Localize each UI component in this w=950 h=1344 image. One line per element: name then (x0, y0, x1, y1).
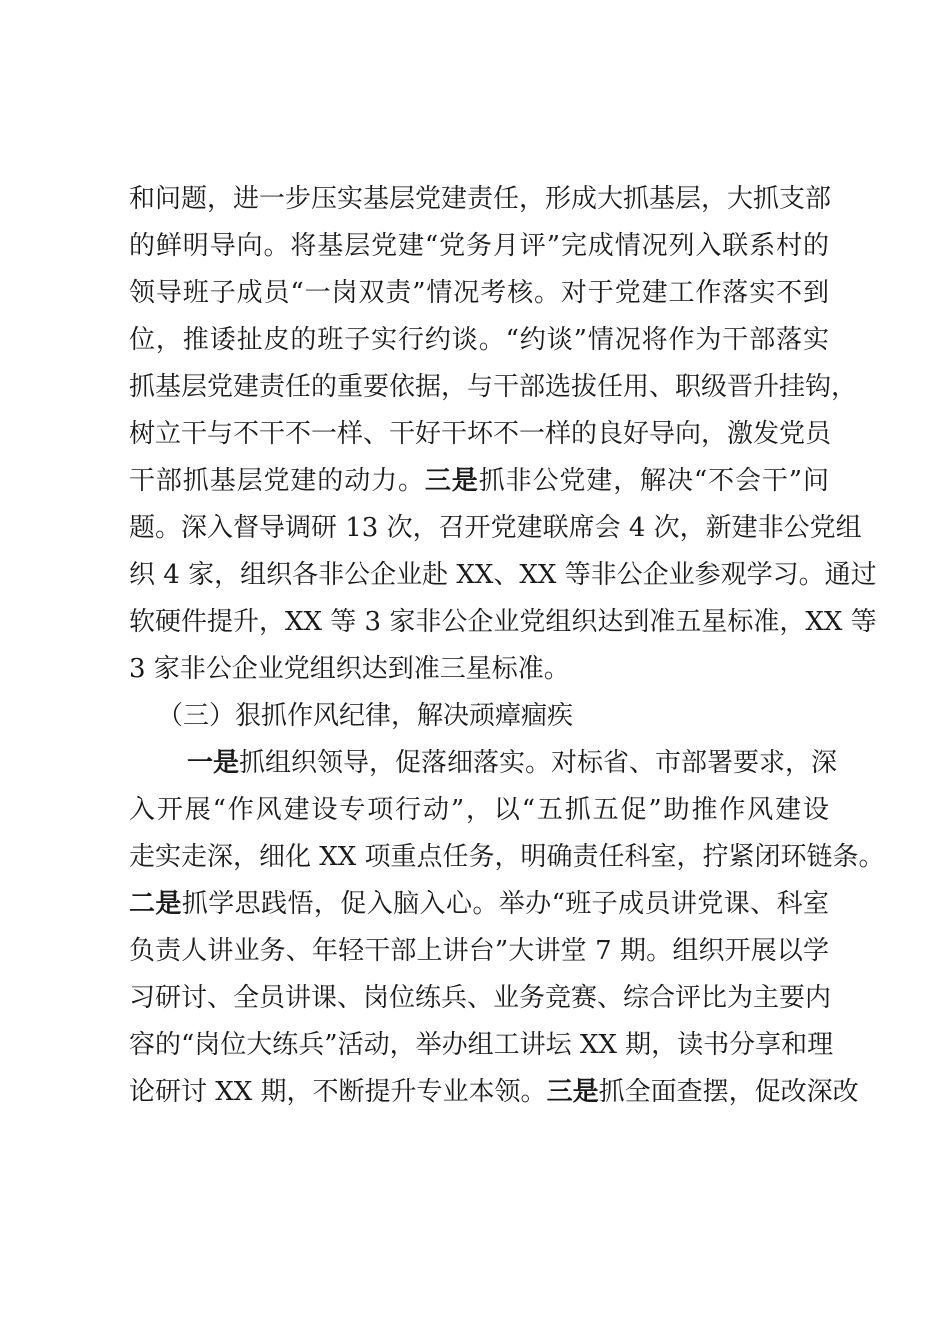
paragraph-2 (129, 740, 885, 1116)
document-body (129, 176, 885, 1116)
emphasis-text: 三是 (546, 1077, 599, 1107)
text-line (129, 740, 838, 787)
text-line: 容的“岗位大练兵”活动，举办组工讲坛 XX 期，读书分享和理 (129, 1030, 834, 1060)
text-run: 干部抓基层党建的动力。 (129, 466, 425, 496)
text-line (129, 881, 829, 928)
text-run: 论研讨 XX 期，不断提升专业本领。 (129, 1077, 547, 1107)
text-line: 树立干与不干不一样、干好干坏不一样的良好导向，激发党员 (129, 419, 832, 449)
text-line: 领导班子成员“一岗双责”情况考核。对于党建工作落实不到 (129, 278, 829, 308)
emphasis-text: 三是 (424, 466, 479, 496)
text-line: 和问题，进一步压实基层党建责任，形成大抓基层，大抓支部 (129, 184, 832, 214)
text-run: 抓非公党建，解决“不会干”问 (478, 466, 829, 496)
text-line: 负责人讲业务、年轻干部上讲台”大讲堂 7 期。组织开展以学 (129, 936, 829, 966)
text-line: 题。深入督导调研 13 次，召开党建联席会 4 次，新建非公党组 (129, 513, 862, 543)
emphasis-text: 二是 (129, 889, 182, 919)
text-line: 位，推诿扯皮的班子实行约谈。“约谈”情况将作为干部落实 (129, 325, 829, 355)
text-line: 抓基层党建责任的重要依据，与干部选拔任用、职级晋升挂钩， (129, 372, 858, 402)
text-line: 走实走深，细化 XX 项重点任务，明确责任科室，拧紧闭环链条。 (129, 842, 885, 872)
text-line (129, 1069, 859, 1116)
text-line: 软硬件提升，XX 等 3 家非公企业党组织达到准五星标准，XX 等 (129, 607, 877, 637)
text-line (129, 458, 829, 505)
text-line: 织 4 家，组织各非公企业赴 XX、XX 等非公企业参观学习。通过 (129, 560, 877, 590)
text-line: 入开展“作风建设专项行动”，以“五抓五促”助推作风建设 (129, 795, 829, 825)
section-heading: （三）狠抓作风纪律，解决顽瘴痼疾 (157, 701, 574, 731)
emphasis-text: 一是 (187, 748, 240, 778)
text-run: 抓组织领导，促落细落实。对标省、市部署要求，深 (239, 748, 838, 778)
paragraph-1 (129, 176, 877, 693)
text-run: 抓全面查摆，促改深改 (598, 1077, 859, 1107)
text-line: 习研讨、全员讲课、岗位练兵、业务竞赛、综合评比为主要内 (129, 983, 832, 1013)
text-line: 的鲜明导向。将基层党建“党务月评”完成情况列入联系村的 (129, 231, 829, 261)
text-run: 抓学思践悟，促入脑入心。举办“班子成员讲党课、科室 (181, 889, 829, 919)
text-line: 3 家非公企业党组织达到准三星标准。 (129, 654, 570, 684)
